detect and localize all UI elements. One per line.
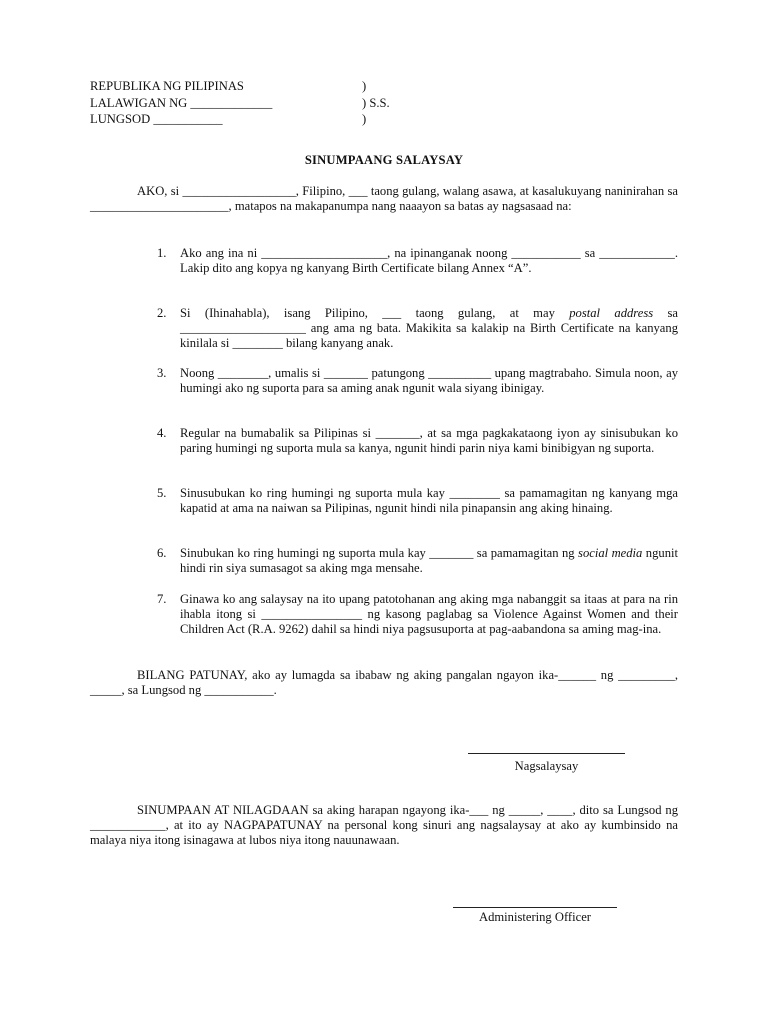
caption-row-province	[90, 96, 430, 113]
statement-text: Noong ________, umalis si _______ patungong __________ upang magtrabaho. Simula noon, ay humingi ako ng suporta para sa aming anak ngunit wala siyang ibinigay.	[180, 366, 678, 396]
statement-item	[90, 366, 678, 396]
statement-text	[180, 546, 678, 576]
statement-text-part: sa ____________________ ang ama ng bata. Makikita sa kalakip na Birth Certificate na kanyang kinilala si ________ bilang kanyang anak.	[180, 306, 679, 351]
statement-number: 5.	[157, 486, 167, 500]
statement-text-part: ngunit hindi rin siya sumasagot sa aking mga mensahe.	[180, 546, 678, 576]
statement-number: 3.	[157, 366, 167, 380]
officer-signature-line	[453, 907, 617, 908]
statement-text-part: Sinubukan ko ring humingi ng suporta mula kay _______ sa pamamagitan ng	[180, 546, 579, 560]
officer-signature-label: Administering Officer	[478, 910, 592, 924]
jurat-paragraph: SINUMPAAN AT NILAGDAAN sa aking harapan ngayong ika-___ ng _____, ____, dito sa Lungsod ng ____________, at ito ay NAGPAPATUNAY na personal kong sinuri ang nagsalaysay at ako ay kumbinsido na malaya niya itong isinagawa at lubos niya itong nauunawaan.	[90, 803, 678, 848]
caption-city: LUNGSOD ___________	[90, 112, 223, 126]
caption-ss: ) S.S.	[362, 95, 390, 110]
caption-province: LALAWIGAN NG _____________	[90, 95, 273, 110]
statement-item	[90, 246, 678, 276]
statement-text-italic: social media	[578, 546, 643, 560]
statement-number: 6.	[157, 546, 167, 560]
caption-row-republic	[90, 79, 430, 96]
statement-text: Regular na bumabalik sa Pilipinas si _______, at sa mga pagkakataong iyon ay sinisubukan ko paring humingi ng suporta mula sa kanya, ngunit hindi parin niya kami binibigyan ng suporta.	[180, 426, 678, 456]
statement-number: 2.	[157, 306, 167, 320]
statement-text: Ginawa ko ang salaysay na ito upang patotohanan ang aking mga nabanggit sa itaas at para na rin ihabla itong si ________________ ng kasong paglabag sa Violence Against Women and their Children Act (R.A. 9262) dahil sa hindi niya pagsusuporta at pag-aabandona sa aming mag-ina.	[180, 592, 678, 637]
caption-bracket: )	[362, 79, 367, 93]
intro-paragraph: AKO, si __________________, Filipino, ___ taong gulang, walang asawa, at kasalukuyang naninirahan sa ______________________, matapos na makapanumpa nang naaayon sa batas ay nagsasaad na:	[90, 184, 678, 214]
statement-text: Sinusubukan ko ring humingi ng suporta mula kay ________ sa pamamagitan ng kanyang mga kapatid at ama na naiwan sa Pilipinas, ngunit hindi nila pinapansin ang aking hinaing.	[180, 486, 678, 516]
statement-item	[90, 426, 678, 456]
statement-text-italic: postal address	[569, 306, 654, 320]
statement-item	[90, 592, 678, 638]
affiant-signature-label: Nagsalaysay	[514, 759, 579, 773]
affiant-signature-line	[468, 753, 625, 754]
caption-republic: REPUBLIKA NG PILIPINAS	[90, 79, 244, 93]
statement-number: 4.	[157, 426, 167, 440]
venue-caption	[90, 79, 430, 129]
caption-bracket: )	[362, 112, 367, 126]
statement-text: Ako ang ina ni ____________________, na ipinanganak noong ___________ sa ____________. Lakip dito ang kopya ng kanyang Birth Certificate bilang Annex “A”.	[180, 246, 678, 276]
caption-row-city	[90, 112, 430, 129]
statement-text	[180, 306, 678, 352]
document-title: SINUMPAANG SALAYSAY	[304, 153, 464, 167]
statement-number: 7.	[157, 592, 167, 606]
attestation-paragraph: BILANG PATUNAY, ako ay lumagda sa ibabaw ng aking pangalan ngayon ika-______ ng _________, _____, sa Lungsod ng ___________.	[90, 668, 678, 698]
statement-item	[90, 306, 678, 352]
statement-item	[90, 546, 678, 576]
statement-item	[90, 486, 678, 516]
statement-number: 1.	[157, 246, 167, 260]
statement-text-part: Si (Ihinahabla), isang Pilipino, ___ taong gulang, at may	[180, 306, 570, 320]
